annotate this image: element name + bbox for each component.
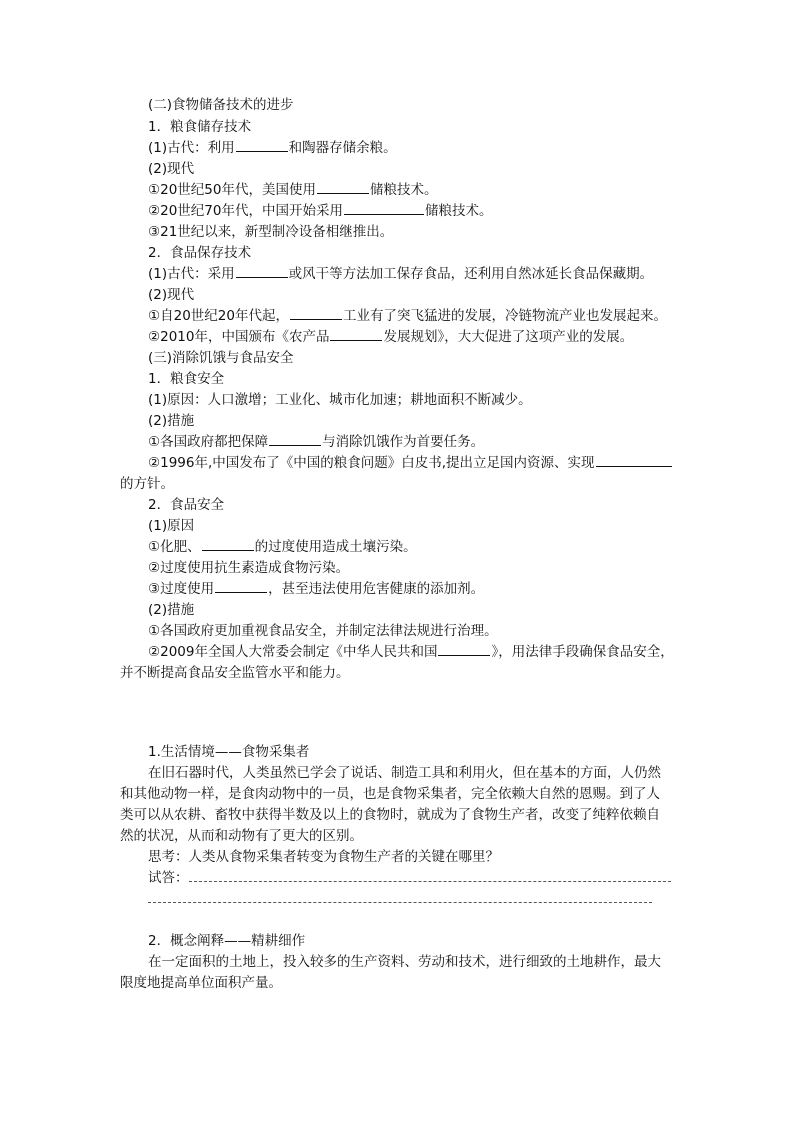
text-line: (1)原因	[148, 518, 195, 534]
paragraph-line: 然的状况，从而和动物有了更大的区别。	[120, 828, 363, 844]
dotted-answer-line	[189, 869, 671, 882]
fill-blank	[215, 579, 267, 593]
text-line: (1)原因：人口激增；工业化、城市化加速；耕地面积不断减少。	[148, 392, 532, 408]
question-text: 思考：人类从食物采集者转变为食物生产者的关键在哪里？	[148, 849, 499, 865]
text-line: ①化肥、 的过度使用造成土壤污染。	[148, 539, 417, 555]
text-line: (2)措施	[148, 413, 195, 429]
text-line: ②2009年全国人大常委会制定《中华人民共和国 》，用法律手段确保食品安全，	[148, 644, 674, 660]
fill-blank	[236, 264, 288, 278]
text-line: ②1996年,中国发布了《中国的粮食问题》白皮书,提出立足国内资源、实现	[148, 453, 673, 473]
paragraph-line: 在一定面积的土地上，投入较多的生产资料、劳动和技术，进行细致的土地耕作，最大	[148, 954, 661, 970]
fill-blank	[202, 537, 254, 551]
fill-blank	[290, 306, 342, 320]
fill-blank	[269, 432, 321, 446]
text-line: ③过度使用 ，甚至违法使用危害健康的添加剂。	[148, 581, 485, 597]
fill-blank	[236, 138, 288, 152]
answer-line: 试答：	[148, 868, 671, 888]
paragraph-line: 和其他动物一样，是食肉动物中的一员，也是食物采集者，完全依赖大自然的恩赐。到了人	[120, 786, 660, 802]
text-line: (2)现代	[148, 161, 195, 177]
text-line: (1)古代：利用 和陶器存储余粮。	[148, 140, 397, 156]
subsection-heading: 1．粮食安全	[148, 371, 225, 387]
fill-blank	[596, 453, 672, 467]
text-line: (2)措施	[148, 602, 195, 618]
subsection-heading: 2．食品保存技术	[148, 245, 252, 261]
text-line: ②过度使用抗生素造成食物污染。	[148, 560, 350, 576]
paragraph-line: 限度地提高单位面积产量。	[120, 975, 282, 991]
fill-blank	[330, 327, 382, 341]
fill-blank	[438, 642, 490, 656]
text-line: ①20世纪50年代，美国使用 储粮技术。	[148, 182, 438, 198]
text-line: ①自20世纪20年代起， 工业有了突飞猛进的发展，冷链物流产业也发展起来。	[148, 308, 667, 324]
fill-blank	[317, 180, 369, 194]
answer-line-continued	[148, 889, 652, 909]
text-line: 并不断提高食品安全监管水平和能力。	[120, 665, 350, 681]
subsection-heading: 2．食品安全	[148, 497, 225, 513]
text-line: (1)古代：采用 或风干等方法加工保存食品，还利用自然冰延长食品保藏期。	[148, 266, 654, 282]
text-line: ③21世纪以来，新型制冷设备相继推出。	[148, 224, 394, 240]
dotted-answer-line	[148, 890, 652, 903]
text-line: ②20世纪70年代，中国开始采用 储粮技术。	[148, 203, 493, 219]
fill-blank	[344, 201, 424, 215]
text-line: ②2010年，中国颁布《农产品 发展规划》，大大促进了这项产业的发展。	[148, 329, 634, 345]
scenario-heading: 1.生活情境——食物采集者	[148, 744, 310, 760]
text-line: ①各国政府更加重视食品安全，并制定法律法规进行治理。	[148, 623, 498, 639]
section-heading: (三)消除饥饿与食品安全	[148, 350, 294, 366]
text-line: (2)现代	[148, 287, 195, 303]
paragraph-line: 类可以从农耕、畜牧中获得半数及以上的食物时，就成为了食物生产者，改变了纯粹依赖自	[120, 807, 660, 823]
text-line: 的方针。	[120, 476, 174, 492]
section-heading: (二)食物储备技术的进步	[148, 97, 294, 113]
concept-heading: 2．概念阐释——精耕细作	[148, 933, 306, 949]
text-line: ①各国政府都把保障 与消除饥饿作为首要任务。	[148, 434, 485, 450]
subsection-heading: 1．粮食储存技术	[148, 119, 252, 135]
paragraph-line: 在旧石器时代，人类虽然已学会了说话、制造工具和利用火，但在基本的方面，人仍然	[148, 765, 661, 781]
